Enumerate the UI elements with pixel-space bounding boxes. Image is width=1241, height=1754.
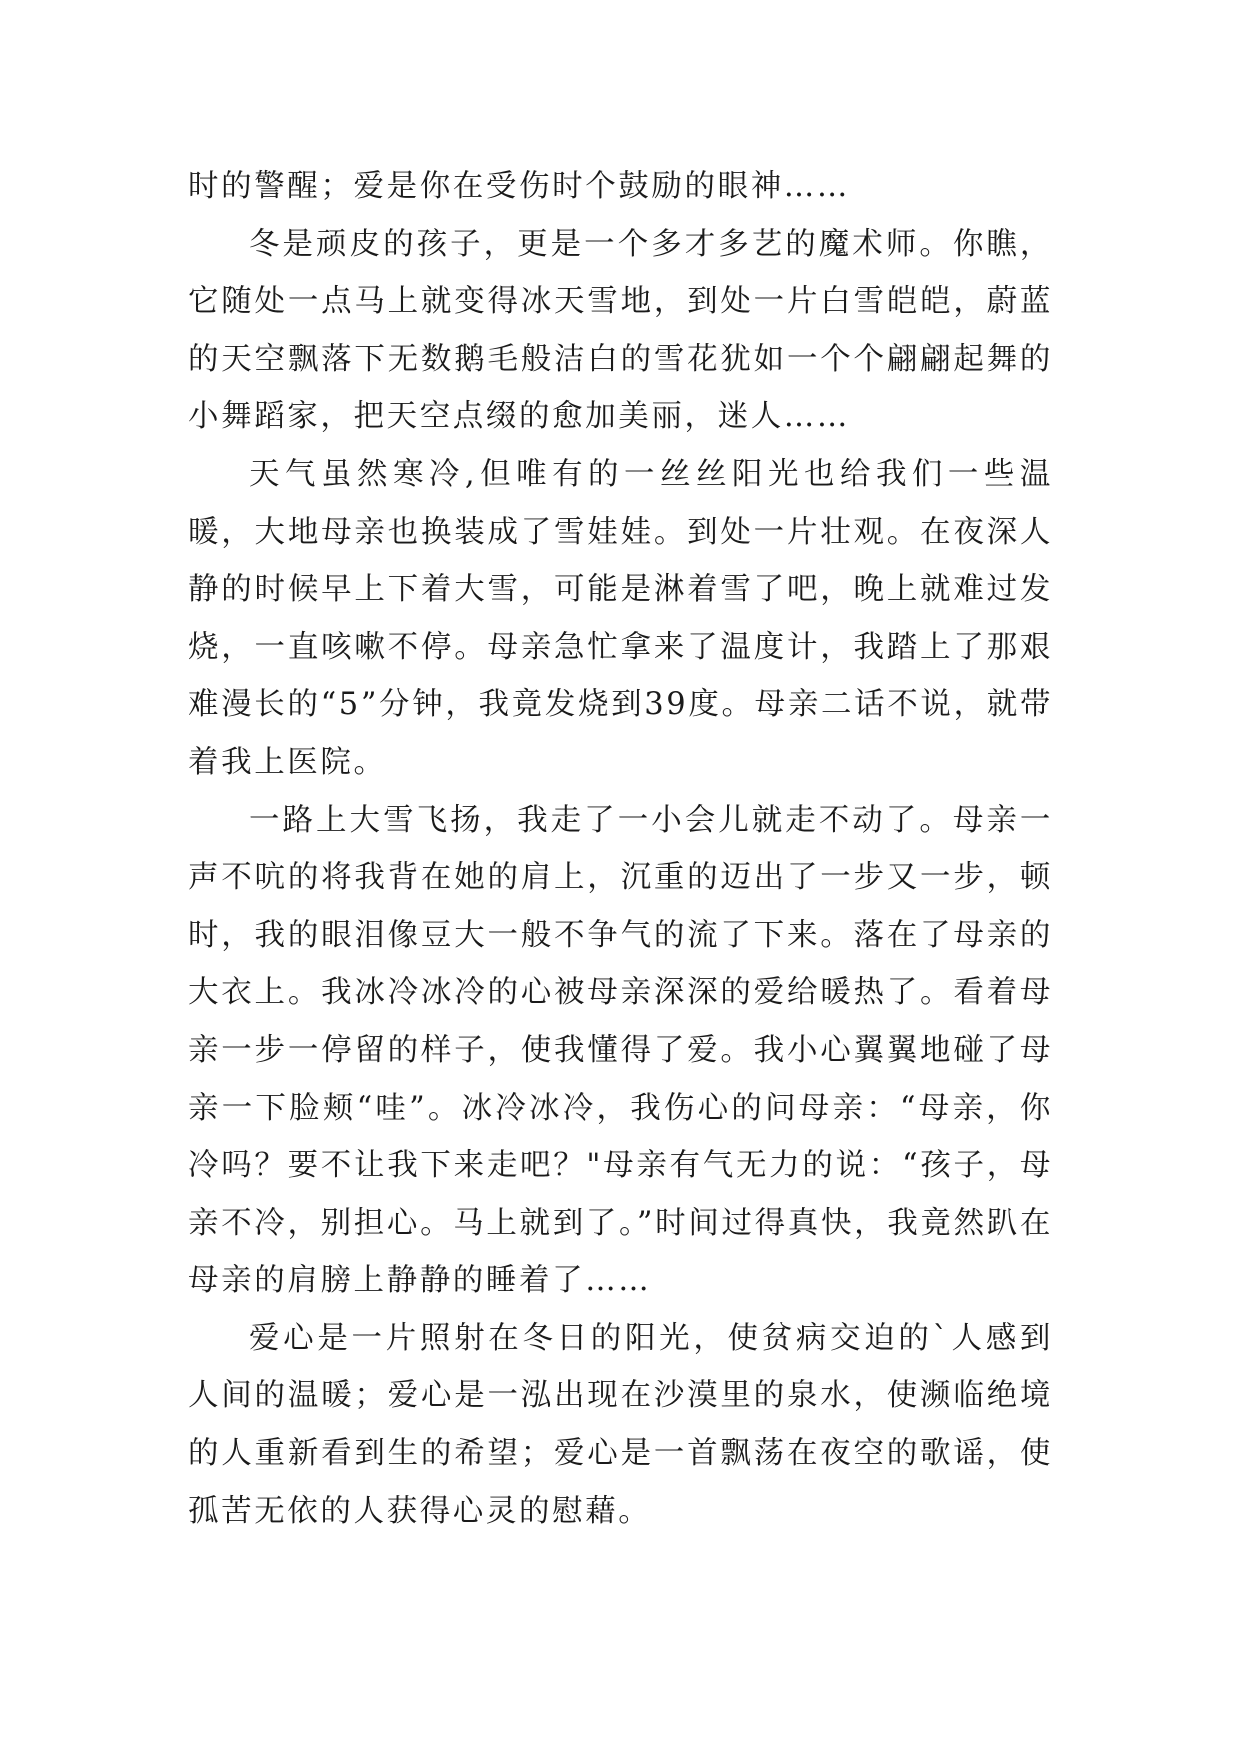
paragraph-3: 天气虽然寒冷,但唯有的一丝丝阳光也给我们一些温暖，大地母亲也换装成了雪娃娃。到处一片壮观。在夜深人静的时候早上下着大雪，可能是淋着雪了吧，晚上就难过发烧，一直咳嗽不停。母亲急忙拿来了温度计，我踏上了那艰难漫长的“5”分钟，我竟发烧到39度。母亲二话不说，就带着我上医院。 — [188, 456, 1053, 780]
document-body — [188, 158, 1053, 1540]
paragraph-4: 一路上大雪飞扬，我走了一小会儿就走不动了。母亲一声不吭的将我背在她的肩上，沉重的迈出了一步又一步，顿时，我的眼泪像豆大一般不争气的流了下来。落在了母亲的大衣上。我冰冷冰冷的心被母亲深深的爱给暖热了。看着母亲一步一停留的样子，使我懂得了爱。我小心翼翼地碰了母亲一下脸颊“哇”。冰冷冰冷，我伤心的问母亲：“母亲，你冷吗？要不让我下来走吧？"母亲有气无力的说：“孩子，母亲不冷，别担心。马上就到了。”时间过得真快，我竟然趴在母亲的肩膀上静静的睡着了…… — [188, 802, 1053, 1299]
paragraph-5: 爱心是一片照射在冬日的阳光，使贫病交迫的`人感到人间的温暖；爱心是一泓出现在沙漠里的泉水，使濒临绝境的人重新看到生的希望；爱心是一首飘荡在夜空的歌谣，使孤苦无依的人获得心灵的慰藉。 — [188, 1320, 1053, 1529]
paragraph-2: 冬是顽皮的孩子，更是一个多才多艺的魔术师。你瞧，它随处一点马上就变得冰天雪地，到处一片白雪皑皑，蔚蓝的天空飘落下无数鹅毛般洁白的雪花犹如一个个翩翩起舞的小舞蹈家，把天空点缀的愈加美丽，迷人…… — [188, 226, 1053, 435]
paragraph-1: 时的警醒；爱是你在受伤时个鼓励的眼神…… — [188, 169, 850, 204]
